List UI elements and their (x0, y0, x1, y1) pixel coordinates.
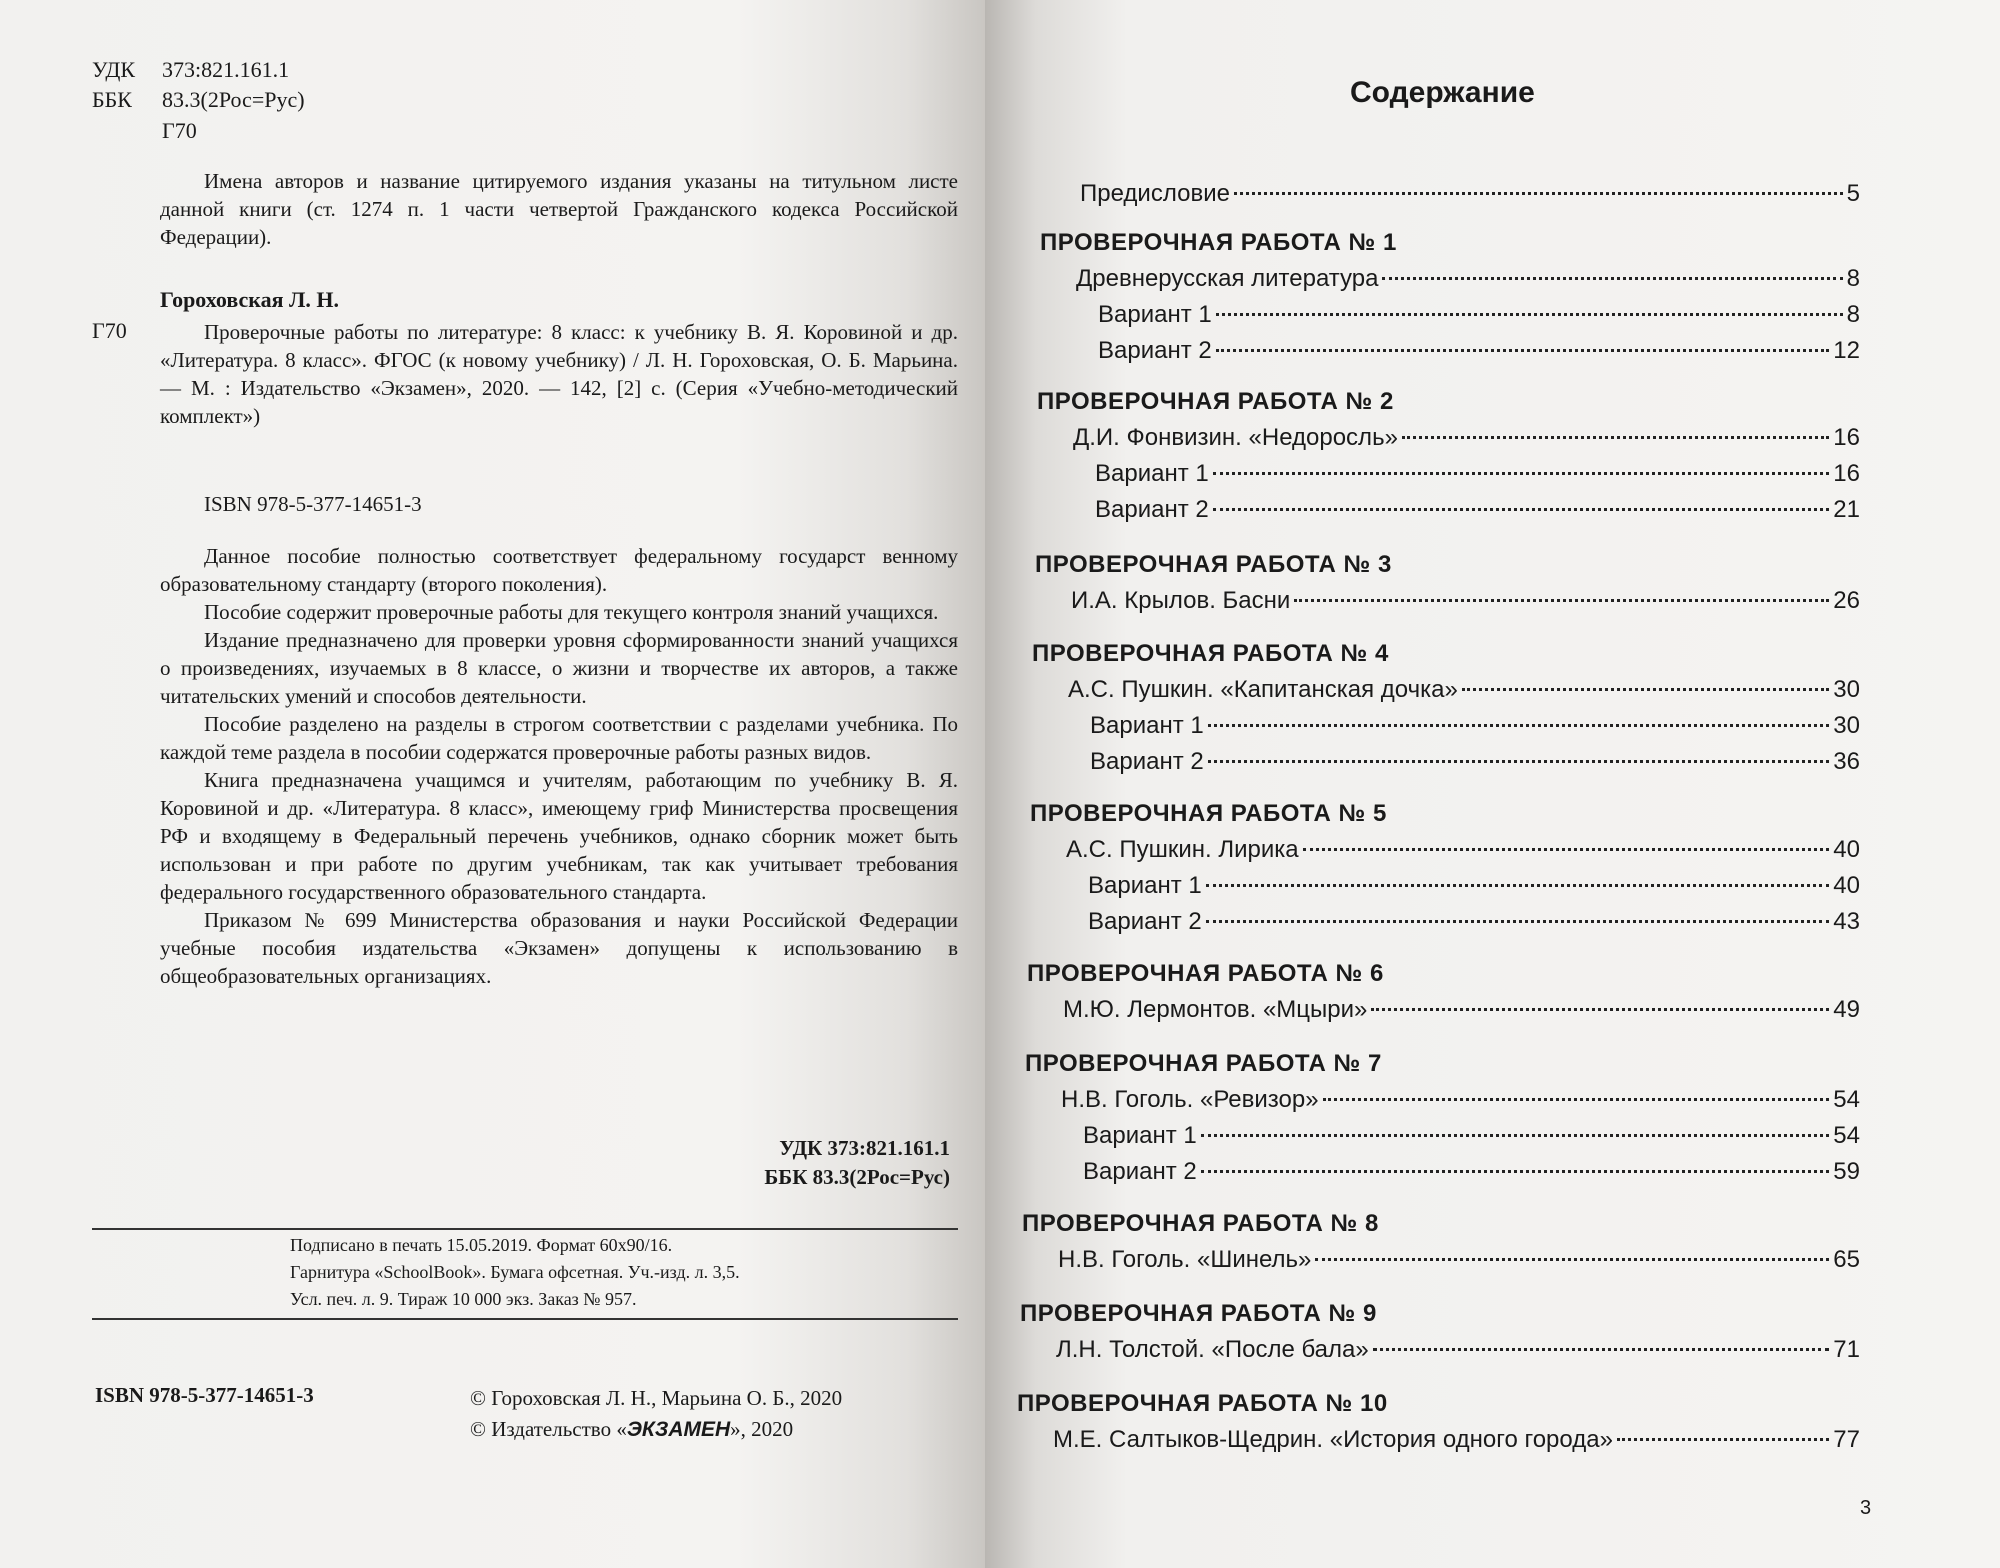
toc-entry-label: А.С. Пушкин. Лирика (1066, 836, 1299, 863)
toc-variant (1083, 1158, 1860, 1186)
toc-entry-label: Вариант 1 (1098, 301, 1212, 328)
toc-section-heading: ПРОВЕРОЧНАЯ РАБОТА № 8 (1022, 1210, 1379, 1237)
annotation (160, 542, 958, 990)
isbn-bottom: ISBN 978-5-377-14651-3 (95, 1383, 314, 1407)
toc-section-heading: ПРОВЕРОЧНАЯ РАБОТА № 4 (1032, 640, 1389, 667)
toc-section-heading: ПРОВЕРОЧНАЯ РАБОТА № 3 (1035, 551, 1392, 578)
toc-page-number: 30 (1833, 676, 1860, 703)
leader-dots (1213, 472, 1830, 475)
author-code: Г70 (162, 118, 197, 143)
toc-page-number: 5 (1846, 180, 1860, 207)
annotation-paragraph: Книга предназначена учащимся и учителям, работающим по учебнику В. Я. Коровиной и др. «Литература. 8 класс», имеющему гриф Министерства просвещения РФ и входящему в Федеральный перечень учебников, однако сборник может быть использован и при работе по другим учебникам, так как учитывает требования федерального государственного образовательного стандарта. (160, 768, 958, 904)
toc-page-number: 8 (1846, 265, 1860, 292)
annotation-paragraph: Пособие содержит проверочные работы для текущего контроля знаний учащихся. (204, 600, 939, 624)
toc-page-number: 65 (1833, 1246, 1860, 1273)
toc-topic (1071, 587, 1860, 615)
toc-page-number: 54 (1833, 1122, 1860, 1149)
toc-topic (1076, 265, 1860, 293)
imprint-line: Гарнитура «SchoolBook». Бумага офсетная. Уч.-изд. л. 3,5. (290, 1262, 740, 1282)
toc-entry-label: Вариант 2 (1095, 496, 1209, 523)
toc-page-number: 54 (1833, 1086, 1860, 1113)
toc-section-heading: ПРОВЕРОЧНАЯ РАБОТА № 9 (1020, 1300, 1377, 1327)
toc-preface (1080, 180, 1860, 208)
leader-dots (1373, 1348, 1830, 1351)
imprint-line: Подписано в печать 15.05.2019. Формат 60х90/16. (290, 1235, 673, 1255)
toc-section-heading: ПРОВЕРОЧНАЯ РАБОТА № 7 (1025, 1050, 1382, 1077)
imprint-rule-bottom (92, 1318, 958, 1320)
toc-page-number: 40 (1833, 836, 1860, 863)
toc-page-number: 26 (1833, 587, 1860, 614)
leader-dots (1201, 1170, 1830, 1173)
leader-dots (1462, 688, 1829, 691)
toc-entry-label: М.Е. Салтыков-Щедрин. «История одного города» (1053, 1426, 1613, 1453)
toc-page-number: 8 (1846, 301, 1860, 328)
toc-variant (1088, 908, 1860, 936)
toc-variant (1090, 712, 1860, 740)
annotation-paragraph: Данное пособие полностью соответствует федеральному государст венному образовательному стандарту (второго поколения). (160, 544, 958, 596)
toc-section-heading: ПРОВЕРОЧНАЯ РАБОТА № 2 (1037, 388, 1394, 415)
toc-topic (1068, 676, 1860, 704)
toc-page-number: 36 (1833, 748, 1860, 775)
toc-page-number: 16 (1833, 460, 1860, 487)
bibliographic-description: Проверочные работы по литературе: 8 класс: к учебнику В. Я. Коровиной и др. «Литература. 8 класс». ФГОС (к новому учебнику) / Л. Н. Гороховская, О. Б. Марьина. — М. : Издательство «Экзамен», 2020. — 142, [2] с. (Серия «Учебно-методический комплект») (160, 320, 958, 428)
toc-topic (1063, 996, 1860, 1024)
margin-code: Г70 (92, 318, 127, 343)
toc-entry-label: Предисловие (1080, 180, 1230, 207)
toc-entry-label: И.А. Крылов. Басни (1071, 587, 1291, 614)
annotation-paragraph: Издание предназначено для проверки уровня сформированности знаний учащихся о произведениях, изучаемых в 8 классе, о жизни и творчестве их авторов, а также читательских умений и способов деятельности. (160, 628, 958, 708)
toc-page-number: 71 (1833, 1336, 1860, 1363)
toc-entry-label: Вариант 1 (1083, 1122, 1197, 1149)
leader-dots (1206, 920, 1830, 923)
toc-topic (1073, 424, 1860, 452)
toc-topic (1053, 1426, 1860, 1454)
toc-section-heading: ПРОВЕРОЧНАЯ РАБОТА № 10 (1017, 1390, 1388, 1417)
toc-title: Содержание (1350, 76, 1535, 109)
copyright-authors: © Гороховская Л. Н., Марьина О. Б., 2020 (470, 1386, 843, 1410)
toc-variant (1098, 301, 1860, 329)
leader-dots (1303, 848, 1830, 851)
copyright-block (470, 1383, 842, 1445)
leader-dots (1234, 192, 1843, 195)
toc-variant (1090, 748, 1860, 776)
toc-entry-label: Д.И. Фонвизин. «Недоросль» (1073, 424, 1398, 451)
bbk-line: ББК 83.3(2Рос=Рус) (92, 87, 305, 112)
toc-entry-label: Н.В. Гоголь. «Шинель» (1058, 1246, 1312, 1273)
toc-page-number: 16 (1833, 424, 1860, 451)
leader-dots (1402, 436, 1829, 439)
toc-section-heading: ПРОВЕРОЧНАЯ РАБОТА № 1 (1040, 229, 1397, 256)
toc-page-number: 77 (1833, 1426, 1860, 1453)
toc-topic (1061, 1086, 1860, 1114)
toc-entry-label: Вариант 2 (1083, 1158, 1197, 1185)
leader-dots (1201, 1134, 1830, 1137)
toc-entry-label: Н.В. Гоголь. «Ревизор» (1061, 1086, 1319, 1113)
toc-entry-label: М.Ю. Лермонтов. «Мцыри» (1063, 996, 1368, 1023)
author-name: Гороховская Л. Н. (160, 287, 340, 312)
copyright-publisher: © Издательство «ЭКЗАМЕН», 2020 (470, 1417, 794, 1441)
toc-variant (1098, 337, 1860, 365)
toc-page-number: 43 (1833, 908, 1860, 935)
toc-entry-label: Вариант 2 (1098, 337, 1212, 364)
toc-topic (1056, 1336, 1860, 1364)
isbn: ISBN 978-5-377-14651-3 (204, 492, 422, 516)
toc-topic (1066, 836, 1860, 864)
leader-dots (1294, 599, 1829, 602)
page-number: 3 (1860, 1497, 1872, 1519)
toc-entry-label: Вариант 2 (1090, 748, 1204, 775)
copyright-notice: Имена авторов и название цитируемого издания указаны на титульном листе данной книги (ст. 1274 п. 1 части четвертой Гражданского кодекса Российской Федерации). (160, 169, 958, 249)
udk-line: УДК 373:821.161.1 (92, 57, 290, 82)
toc-variant (1088, 872, 1860, 900)
leader-dots (1208, 760, 1830, 763)
leader-dots (1617, 1438, 1829, 1441)
leader-dots (1213, 508, 1830, 511)
toc-entry-label: Древнерусская литература (1076, 265, 1379, 292)
toc-page-number: 49 (1833, 996, 1860, 1023)
toc-page-number: 40 (1833, 872, 1860, 899)
toc-page-number: 12 (1833, 337, 1860, 364)
publisher-logo-text: ЭКЗАМЕН (626, 1418, 731, 1441)
udk-bottom: УДК 373:821.161.1 (779, 1136, 950, 1160)
leader-dots (1315, 1258, 1829, 1261)
toc-section-heading: ПРОВЕРОЧНАЯ РАБОТА № 6 (1027, 960, 1384, 987)
toc-entry-label: Вариант 1 (1088, 872, 1202, 899)
leader-dots (1216, 313, 1843, 316)
leader-dots (1216, 349, 1830, 352)
toc-variant (1095, 496, 1860, 524)
toc-entry-label: Л.Н. Толстой. «После бала» (1056, 1336, 1369, 1363)
toc-entry-label: Вариант 2 (1088, 908, 1202, 935)
toc-topic (1058, 1246, 1860, 1274)
toc-entry-label: Вариант 1 (1090, 712, 1204, 739)
leader-dots (1323, 1098, 1830, 1101)
annotation-paragraph: Пособие разделено на разделы в строгом соответствии с разделами учебника. По каждой теме раздела в пособии содержатся проверочные работы разных видов. (160, 712, 958, 764)
show-through-text (330, 70, 336, 96)
toc-entry-label: Вариант 1 (1095, 460, 1209, 487)
toc-page-number: 30 (1833, 712, 1860, 739)
toc-variant (1083, 1122, 1860, 1150)
leader-dots (1206, 884, 1830, 887)
leader-dots (1208, 724, 1830, 727)
imprint-rule-top (92, 1228, 958, 1230)
toc-entry-label: А.С. Пушкин. «Капитанская дочка» (1068, 676, 1458, 703)
annotation-paragraph: Приказом № 699 Министерства образования и науки Российской Федерации учебные пособия издательства «Экзамен» допущены к использованию в общеобразовательных организациях. (160, 908, 958, 988)
toc-page-number: 21 (1833, 496, 1860, 523)
bbk-bottom: ББК 83.3(2Рос=Рус) (764, 1165, 950, 1189)
leader-dots (1382, 277, 1842, 280)
leader-dots (1371, 1008, 1829, 1011)
imprint-line: Усл. печ. л. 9. Тираж 10 000 экз. Заказ № 957. (290, 1289, 637, 1309)
toc-section-heading: ПРОВЕРОЧНАЯ РАБОТА № 5 (1030, 800, 1387, 827)
toc-page-number: 59 (1833, 1158, 1860, 1185)
imprint (290, 1232, 740, 1313)
toc-variant (1095, 460, 1860, 488)
